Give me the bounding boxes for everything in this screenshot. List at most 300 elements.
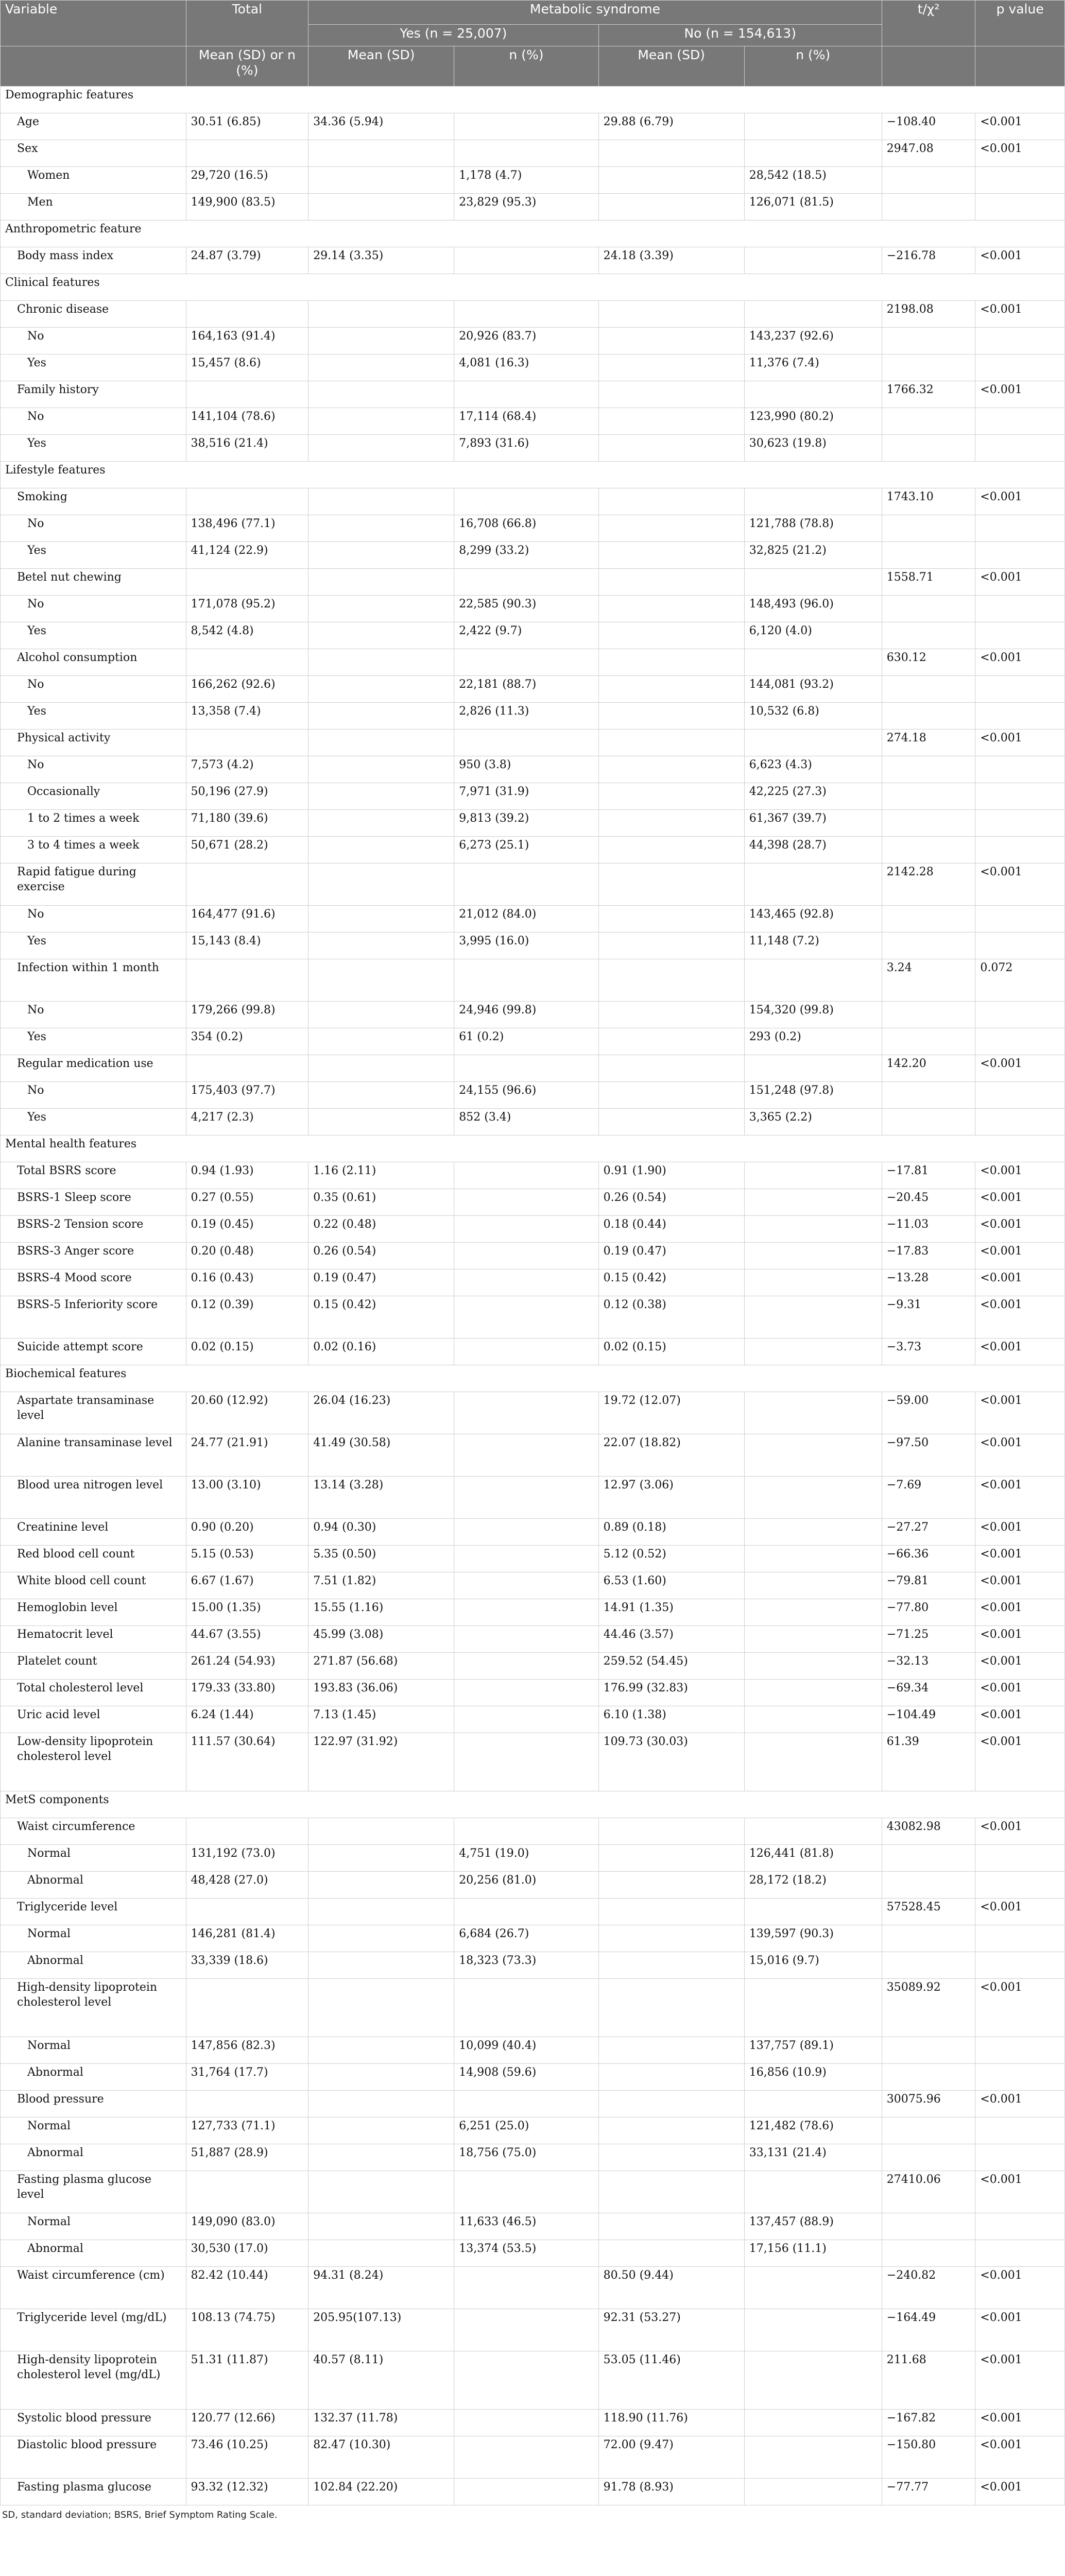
statistic-cell — [882, 408, 975, 435]
statistic-cell — [882, 328, 975, 354]
no-n-cell — [744, 113, 882, 140]
yes-n-cell: 6,273 (25.1) — [454, 837, 598, 863]
statistic-cell: −104.49 — [882, 1706, 975, 1733]
no-n-cell: 11,148 (7.2) — [744, 933, 882, 959]
no-n-cell — [744, 2267, 882, 2309]
statistic-cell: 2198.08 — [882, 301, 975, 328]
subheader-statistic — [882, 46, 975, 87]
statistic-cell: −7.69 — [882, 1477, 975, 1519]
table-header — [1, 1, 1065, 87]
yes-n-cell — [454, 863, 598, 906]
total-cell: 141,104 (78.6) — [186, 408, 308, 435]
yes-n-cell: 17,114 (68.4) — [454, 408, 598, 435]
no-mean-cell: 176.99 (32.83) — [598, 1680, 744, 1706]
level-row — [1, 542, 1065, 569]
statistic-cell — [882, 837, 975, 863]
no-n-cell: 151,248 (97.8) — [744, 1082, 882, 1109]
yes-mean-cell — [308, 1899, 454, 1925]
p-value-cell — [975, 2240, 1065, 2267]
yes-n-cell — [454, 1899, 598, 1925]
section-label: Clinical features — [1, 274, 1065, 301]
no-n-cell: 126,071 (81.5) — [744, 194, 882, 221]
yes-n-cell — [454, 1979, 598, 2037]
statistic-cell — [882, 354, 975, 381]
total-cell — [186, 2091, 308, 2117]
no-mean-cell — [598, 1872, 744, 1899]
no-mean-cell: 0.91 (1.90) — [598, 1162, 744, 1189]
no-mean-cell: 0.02 (0.15) — [598, 1338, 744, 1365]
no-mean-cell — [598, 301, 744, 328]
no-mean-cell — [598, 2144, 744, 2171]
yes-mean-cell — [308, 730, 454, 756]
yes-n-cell — [454, 1269, 598, 1296]
table-row — [1, 301, 1065, 328]
table-row — [1, 1818, 1065, 1845]
yes-n-cell: 61 (0.2) — [454, 1028, 598, 1055]
section-row — [1, 462, 1065, 488]
yes-mean-cell — [308, 2171, 454, 2213]
yes-n-cell — [454, 1706, 598, 1733]
p-value-cell: <0.001 — [975, 2436, 1065, 2479]
section-label: Biochemical features — [1, 1365, 1065, 1392]
yes-n-cell: 22,181 (88.7) — [454, 676, 598, 703]
statistic-cell — [882, 2037, 975, 2064]
no-n-cell: 28,172 (18.2) — [744, 1872, 882, 1899]
p-value-cell — [975, 2037, 1065, 2064]
table-row — [1, 1392, 1065, 1434]
row-label: Normal — [1, 2213, 186, 2240]
level-row — [1, 783, 1065, 810]
section-label: Lifestyle features — [1, 462, 1065, 488]
yes-n-cell — [454, 1055, 598, 1082]
no-mean-cell — [598, 756, 744, 783]
p-value-cell — [975, 1002, 1065, 1028]
no-mean-cell — [598, 1055, 744, 1082]
row-label: Red blood cell count — [1, 1546, 186, 1572]
p-value-cell: <0.001 — [975, 1706, 1065, 1733]
yes-mean-cell — [308, 1872, 454, 1899]
no-mean-cell: 53.05 (11.46) — [598, 2351, 744, 2410]
statistic-cell — [882, 2240, 975, 2267]
no-n-cell: 148,493 (96.0) — [744, 596, 882, 622]
yes-mean-cell — [308, 1979, 454, 2037]
total-cell: 51.31 (11.87) — [186, 2351, 308, 2410]
yes-mean-cell — [308, 2037, 454, 2064]
no-mean-cell — [598, 2037, 744, 2064]
no-n-cell — [744, 2309, 882, 2351]
p-value-cell: <0.001 — [975, 1626, 1065, 1653]
table-row — [1, 730, 1065, 756]
row-label: 3 to 4 times a week — [1, 837, 186, 863]
table-row — [1, 1243, 1065, 1269]
no-mean-cell — [598, 1028, 744, 1055]
yes-n-cell — [454, 1572, 598, 1599]
table-row — [1, 1216, 1065, 1243]
table-row — [1, 569, 1065, 596]
total-cell — [186, 730, 308, 756]
yes-mean-cell — [308, 1818, 454, 1845]
row-label: Diastolic blood pressure — [1, 2436, 186, 2479]
yes-n-cell — [454, 1162, 598, 1189]
statistic-cell: 43082.98 — [882, 1818, 975, 1845]
level-row — [1, 435, 1065, 462]
no-mean-cell — [598, 906, 744, 933]
total-cell: 179,266 (99.8) — [186, 1002, 308, 1028]
level-row — [1, 1109, 1065, 1136]
no-mean-cell: 5.12 (0.52) — [598, 1546, 744, 1572]
statistic-cell — [882, 2213, 975, 2240]
yes-n-cell — [454, 1733, 598, 1791]
yes-n-cell — [454, 1477, 598, 1519]
p-value-cell: <0.001 — [975, 1899, 1065, 1925]
total-cell: 111.57 (30.64) — [186, 1733, 308, 1791]
statistic-cell — [882, 596, 975, 622]
no-n-cell: 137,757 (89.1) — [744, 2037, 882, 2064]
total-cell: 354 (0.2) — [186, 1028, 308, 1055]
total-cell: 50,671 (28.2) — [186, 837, 308, 863]
row-label: Abnormal — [1, 1952, 186, 1979]
yes-mean-cell — [308, 863, 454, 906]
level-row — [1, 328, 1065, 354]
no-mean-cell — [598, 837, 744, 863]
row-label: Suicide attempt score — [1, 1338, 186, 1365]
row-label: Blood pressure — [1, 2091, 186, 2117]
p-value-cell — [975, 354, 1065, 381]
total-cell: 82.42 (10.44) — [186, 2267, 308, 2309]
p-value-cell: <0.001 — [975, 1055, 1065, 1082]
no-n-cell: 10,532 (6.8) — [744, 703, 882, 730]
p-value-cell — [975, 783, 1065, 810]
no-mean-cell — [598, 194, 744, 221]
p-value-cell: <0.001 — [975, 1818, 1065, 1845]
yes-n-cell — [454, 1189, 598, 1216]
section-label: Demographic features — [1, 87, 1065, 113]
subheader-no-n: n (%) — [744, 46, 882, 87]
statistic-cell — [882, 1952, 975, 1979]
row-label: Hematocrit level — [1, 1626, 186, 1653]
yes-n-cell: 22,585 (90.3) — [454, 596, 598, 622]
no-mean-cell — [598, 676, 744, 703]
statistic-cell — [882, 1845, 975, 1872]
yes-n-cell — [454, 1818, 598, 1845]
no-n-cell — [744, 1269, 882, 1296]
no-n-cell — [744, 2091, 882, 2117]
table-row — [1, 863, 1065, 906]
row-label: Men — [1, 194, 186, 221]
table-row — [1, 2351, 1065, 2410]
total-cell — [186, 488, 308, 515]
no-n-cell — [744, 247, 882, 274]
table-row — [1, 1338, 1065, 1365]
no-mean-cell: 24.18 (3.39) — [598, 247, 744, 274]
yes-n-cell: 13,374 (53.5) — [454, 2240, 598, 2267]
yes-mean-cell — [308, 1109, 454, 1136]
yes-n-cell: 4,751 (19.0) — [454, 1845, 598, 1872]
table-row — [1, 2171, 1065, 2213]
yes-n-cell: 24,155 (96.6) — [454, 1082, 598, 1109]
yes-mean-cell: 0.35 (0.61) — [308, 1189, 454, 1216]
yes-mean-cell — [308, 2144, 454, 2171]
statistic-cell: 57528.45 — [882, 1899, 975, 1925]
row-label: Aspartate transaminase level — [1, 1392, 186, 1434]
yes-mean-cell: 132.37 (11.78) — [308, 2410, 454, 2436]
yes-mean-cell — [308, 354, 454, 381]
yes-n-cell: 21,012 (84.0) — [454, 906, 598, 933]
no-mean-cell: 259.52 (54.45) — [598, 1653, 744, 1680]
yes-mean-cell — [308, 542, 454, 569]
yes-n-cell — [454, 730, 598, 756]
level-row — [1, 2213, 1065, 2240]
statistic-cell — [882, 194, 975, 221]
no-mean-cell: 0.15 (0.42) — [598, 1269, 744, 1296]
level-row — [1, 837, 1065, 863]
p-value-cell: <0.001 — [975, 1979, 1065, 2037]
no-n-cell — [744, 1296, 882, 1338]
col-header-yes-group: Yes (n = 25,007) — [308, 25, 598, 46]
total-cell: 31,764 (17.7) — [186, 2064, 308, 2091]
p-value-cell — [975, 328, 1065, 354]
table-row — [1, 1899, 1065, 1925]
yes-mean-cell: 29.14 (3.35) — [308, 247, 454, 274]
row-label: Alanine transaminase level — [1, 1434, 186, 1477]
yes-mean-cell — [308, 1002, 454, 1028]
yes-n-cell: 14,908 (59.6) — [454, 2064, 598, 2091]
yes-n-cell: 3,995 (16.0) — [454, 933, 598, 959]
no-mean-cell — [598, 354, 744, 381]
yes-n-cell: 8,299 (33.2) — [454, 542, 598, 569]
yes-n-cell — [454, 1338, 598, 1365]
table-row — [1, 1680, 1065, 1706]
p-value-cell — [975, 2064, 1065, 2091]
no-n-cell: 17,156 (11.1) — [744, 2240, 882, 2267]
row-label: Fasting plasma glucose — [1, 2479, 186, 2505]
row-label: Normal — [1, 1845, 186, 1872]
total-cell: 0.90 (0.20) — [186, 1519, 308, 1546]
level-row — [1, 1952, 1065, 1979]
no-n-cell — [744, 2436, 882, 2479]
no-mean-cell: 6.53 (1.60) — [598, 1572, 744, 1599]
total-cell: 166,262 (92.6) — [186, 676, 308, 703]
yes-mean-cell — [308, 906, 454, 933]
p-value-cell — [975, 596, 1065, 622]
table-footnote: SD, standard deviation; BSRS, Brief Symptom Rating Scale. — [2, 2510, 278, 2520]
total-cell: 6.24 (1.44) — [186, 1706, 308, 1733]
yes-mean-cell: 122.97 (31.92) — [308, 1733, 454, 1791]
section-row — [1, 1136, 1065, 1162]
yes-mean-cell: 34.36 (5.94) — [308, 113, 454, 140]
no-n-cell: 121,482 (78.6) — [744, 2117, 882, 2144]
subheader-variable — [1, 46, 186, 87]
yes-n-cell — [454, 1546, 598, 1572]
yes-n-cell: 10,099 (40.4) — [454, 2037, 598, 2064]
no-n-cell: 11,376 (7.4) — [744, 354, 882, 381]
yes-mean-cell — [308, 933, 454, 959]
p-value-cell — [975, 837, 1065, 863]
no-mean-cell — [598, 515, 744, 542]
row-label: Abnormal — [1, 1872, 186, 1899]
no-mean-cell — [598, 933, 744, 959]
level-row — [1, 756, 1065, 783]
table-row — [1, 1733, 1065, 1791]
p-value-cell: 0.072 — [975, 959, 1065, 1002]
no-mean-cell: 14.91 (1.35) — [598, 1599, 744, 1626]
statistic-cell: 211.68 — [882, 2351, 975, 2410]
total-cell: 0.12 (0.39) — [186, 1296, 308, 1338]
yes-n-cell: 23,829 (95.3) — [454, 194, 598, 221]
table-row — [1, 140, 1065, 167]
row-label: Smoking — [1, 488, 186, 515]
statistic-cell: −17.81 — [882, 1162, 975, 1189]
no-n-cell — [744, 1477, 882, 1519]
no-n-cell: 16,856 (10.9) — [744, 2064, 882, 2091]
total-cell: 24.87 (3.79) — [186, 247, 308, 274]
no-n-cell — [744, 730, 882, 756]
no-n-cell — [744, 488, 882, 515]
no-mean-cell — [598, 167, 744, 194]
level-row — [1, 2144, 1065, 2171]
level-row — [1, 622, 1065, 649]
yes-n-cell — [454, 649, 598, 676]
no-n-cell: 15,016 (9.7) — [744, 1952, 882, 1979]
row-label: Platelet count — [1, 1653, 186, 1680]
level-row — [1, 194, 1065, 221]
statistic-cell — [882, 810, 975, 837]
row-label: Chronic disease — [1, 301, 186, 328]
yes-mean-cell — [308, 167, 454, 194]
statistic-cell — [882, 2117, 975, 2144]
row-label: BSRS-4 Mood score — [1, 1269, 186, 1296]
yes-n-cell: 20,926 (83.7) — [454, 328, 598, 354]
no-mean-cell: 72.00 (9.47) — [598, 2436, 744, 2479]
yes-n-cell — [454, 488, 598, 515]
row-label: No — [1, 515, 186, 542]
p-value-cell: <0.001 — [975, 2479, 1065, 2505]
statistic-cell — [882, 676, 975, 703]
statistic-cell: −216.78 — [882, 247, 975, 274]
yes-mean-cell — [308, 2064, 454, 2091]
statistic-cell: 2947.08 — [882, 140, 975, 167]
yes-mean-cell — [308, 756, 454, 783]
yes-n-cell — [454, 2267, 598, 2309]
yes-mean-cell — [308, 435, 454, 462]
yes-n-cell: 20,256 (81.0) — [454, 1872, 598, 1899]
yes-mean-cell: 0.15 (0.42) — [308, 1296, 454, 1338]
section-row — [1, 1791, 1065, 1818]
no-mean-cell — [598, 1082, 744, 1109]
yes-mean-cell — [308, 783, 454, 810]
level-row — [1, 515, 1065, 542]
no-n-cell — [744, 140, 882, 167]
no-mean-cell — [598, 622, 744, 649]
statistic-cell — [882, 703, 975, 730]
yes-mean-cell: 271.87 (56.68) — [308, 1653, 454, 1680]
no-mean-cell — [598, 140, 744, 167]
total-cell: 51,887 (28.9) — [186, 2144, 308, 2171]
row-label: Normal — [1, 2037, 186, 2064]
no-n-cell — [744, 1338, 882, 1365]
statistic-cell: 2142.28 — [882, 863, 975, 906]
p-value-cell: <0.001 — [975, 2351, 1065, 2410]
yes-mean-cell: 0.19 (0.47) — [308, 1269, 454, 1296]
yes-n-cell: 11,633 (46.5) — [454, 2213, 598, 2240]
table-row — [1, 1189, 1065, 1216]
p-value-cell: <0.001 — [975, 2091, 1065, 2117]
yes-n-cell — [454, 2171, 598, 2213]
p-value-cell: <0.001 — [975, 1338, 1065, 1365]
no-mean-cell: 0.18 (0.44) — [598, 1216, 744, 1243]
no-n-cell: 44,398 (28.7) — [744, 837, 882, 863]
total-cell: 73.46 (10.25) — [186, 2436, 308, 2479]
no-n-cell: 139,597 (90.3) — [744, 1925, 882, 1952]
no-mean-cell: 109.73 (30.03) — [598, 1733, 744, 1791]
no-mean-cell: 19.72 (12.07) — [598, 1392, 744, 1434]
no-mean-cell — [598, 1845, 744, 1872]
no-n-cell — [744, 301, 882, 328]
yes-mean-cell — [308, 622, 454, 649]
statistic-cell: −167.82 — [882, 2410, 975, 2436]
row-label: Systolic blood pressure — [1, 2410, 186, 2436]
statistic-cell — [882, 1082, 975, 1109]
yes-n-cell — [454, 1626, 598, 1653]
statistic-cell — [882, 1925, 975, 1952]
level-row — [1, 933, 1065, 959]
yes-n-cell: 2,422 (9.7) — [454, 622, 598, 649]
yes-mean-cell — [308, 328, 454, 354]
yes-mean-cell: 7.51 (1.82) — [308, 1572, 454, 1599]
yes-mean-cell — [308, 649, 454, 676]
no-mean-cell: 29.88 (6.79) — [598, 113, 744, 140]
p-value-cell: <0.001 — [975, 247, 1065, 274]
total-cell: 7,573 (4.2) — [186, 756, 308, 783]
yes-mean-cell: 193.83 (36.06) — [308, 1680, 454, 1706]
statistic-cell — [882, 2064, 975, 2091]
total-cell: 0.16 (0.43) — [186, 1269, 308, 1296]
row-label: Regular medication use — [1, 1055, 186, 1082]
p-value-cell — [975, 2144, 1065, 2171]
total-cell: 261.24 (54.93) — [186, 1653, 308, 1680]
no-mean-cell — [598, 328, 744, 354]
yes-n-cell — [454, 2410, 598, 2436]
no-n-cell: 144,081 (93.2) — [744, 676, 882, 703]
table-row — [1, 649, 1065, 676]
row-label: Sex — [1, 140, 186, 167]
total-cell: 6.67 (1.67) — [186, 1572, 308, 1599]
no-mean-cell — [598, 542, 744, 569]
row-label: Yes — [1, 933, 186, 959]
row-label: Rapid fatigue during exercise — [1, 863, 186, 906]
level-row — [1, 354, 1065, 381]
section-row — [1, 87, 1065, 113]
yes-n-cell: 18,323 (73.3) — [454, 1952, 598, 1979]
table-row — [1, 2479, 1065, 2505]
p-value-cell: <0.001 — [975, 1546, 1065, 1572]
p-value-cell — [975, 515, 1065, 542]
row-label: Waist circumference (cm) — [1, 2267, 186, 2309]
statistic-cell: 142.20 — [882, 1055, 975, 1082]
no-mean-cell — [598, 2213, 744, 2240]
row-label: Uric acid level — [1, 1706, 186, 1733]
yes-mean-cell — [308, 194, 454, 221]
subheader-p-value — [975, 46, 1065, 87]
no-n-cell — [744, 1055, 882, 1082]
yes-n-cell — [454, 2091, 598, 2117]
yes-mean-cell: 1.16 (2.11) — [308, 1162, 454, 1189]
col-header-variable: Variable — [1, 1, 186, 46]
statistic-cell: 1558.71 — [882, 569, 975, 596]
row-label: Yes — [1, 1028, 186, 1055]
no-n-cell — [744, 2171, 882, 2213]
table-row — [1, 1599, 1065, 1626]
